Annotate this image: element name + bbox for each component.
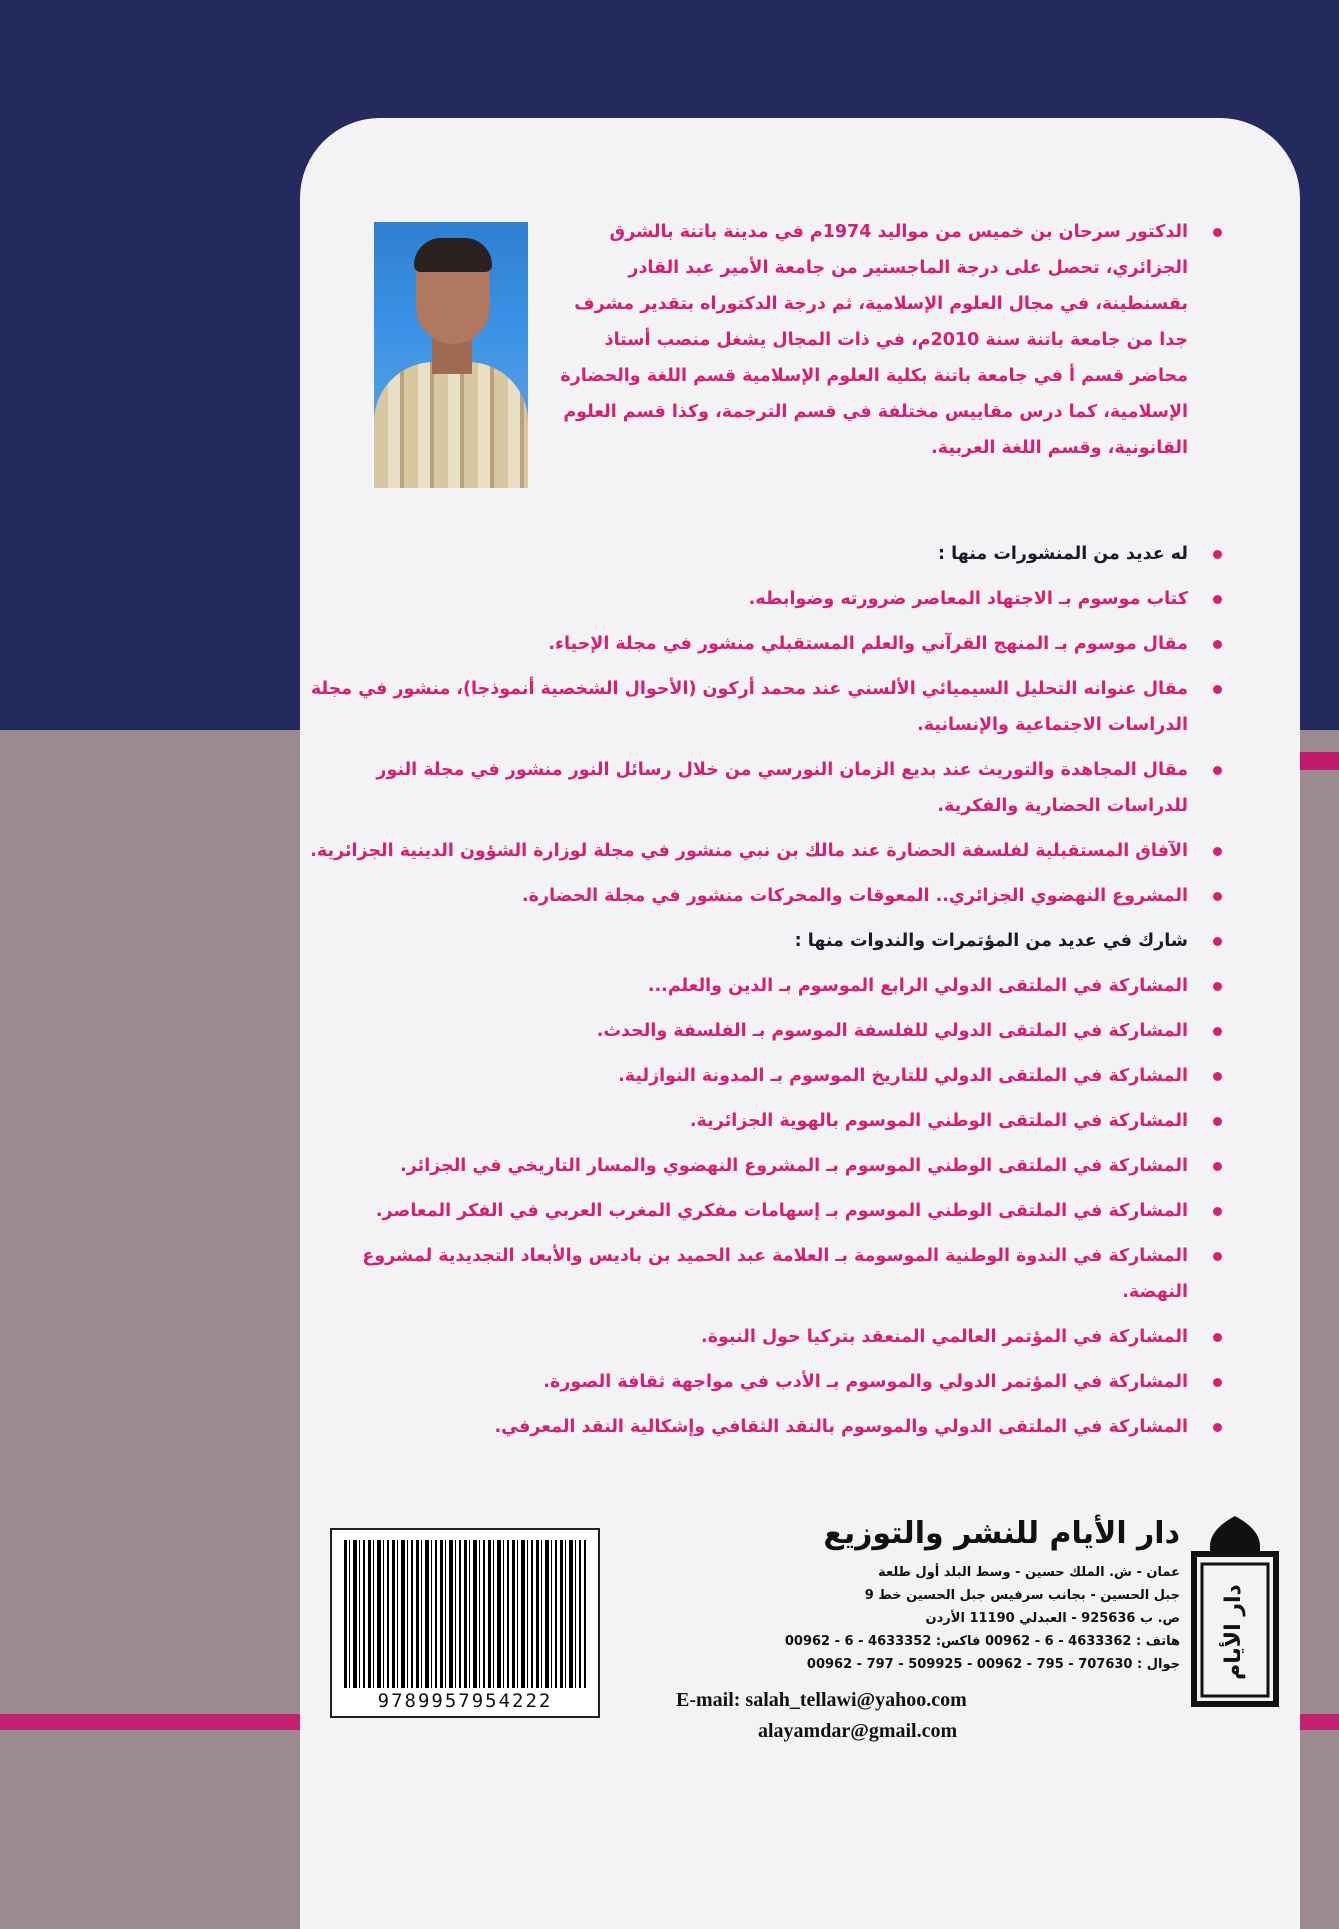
author-portrait-hair: [414, 238, 492, 272]
bullet-icon: [1213, 766, 1222, 775]
bullet-icon: [1213, 847, 1222, 856]
publisher-phone: هاتف : 4633362 - 6 - 00962 فاكس: 4633352 - 6 - 00962: [784, 1634, 1180, 1649]
conference-item: المشاركة في الملتقى الدولي للفلسفة الموسوم بـ الفلسفة والحدث.: [300, 1013, 1228, 1049]
publication-item: كتاب موسوم بـ الاجتهاد المعاصر ضرورته وضوابطه.: [300, 581, 1228, 617]
publisher-pobox: ص. ب 925636 - العبدلي 11190 الأردن: [925, 1611, 1180, 1626]
publications-heading: له عديد من المنشورات منها :: [300, 536, 1228, 572]
conference-item: المشاركة في الملتقى الدولي والموسوم بالنقد الثقافي وإشكالية النقد المعرفي.: [300, 1409, 1228, 1445]
barcode-bars: [344, 1540, 586, 1688]
publication-item: مقال موسوم بـ المنهج القرآني والعلم المستقبلي منشور في مجلة الإحياء.: [300, 626, 1228, 662]
bio-intro: الدكتور سرحان بن خميس من مواليد 1974م في مدينة باتنة بالشرق الجزائري، تحصل على درجة الماجستير من جامعة الأمير عبد القادر بقسنطينة، في مجال العلوم الإسلامية، ثم درجة الدكتوراه بتقدير مشرف جدا من جامعة باتنة سنة 2010م، في ذات المجال يشغل منصب أستاذ محاضر قسم أ في جامعة باتنة بكلية العلوم الإسلامية قسم اللغة والحضارة الإسلامية، كما درس مقاييس مختلفة في قسم الترجمة، وكذا قسم العلوم القانونية، وقسم اللغة العربية.: [548, 214, 1228, 466]
author-photo: [374, 222, 528, 488]
publisher-address-1: عمان - ش. الملك حسين - وسط البلد أول طلعة: [878, 1565, 1180, 1580]
publisher-logo-text: دار الأيام: [1221, 1584, 1246, 1680]
bullet-icon: [1213, 550, 1222, 559]
publisher-address-2: جبل الحسين - بجانب سرفيس جبل الحسين خط 9: [864, 1588, 1180, 1603]
bullet-icon: [1213, 1423, 1222, 1432]
bullet-icon: [1213, 1378, 1222, 1387]
bullet-icon: [1213, 1072, 1222, 1081]
bullet-icon: [1213, 1027, 1222, 1036]
publication-item: مقال المجاهدة والتوريث عند بديع الزمان النورسي من خلال رسائل النور منشور في مجلة النور للدراسات الحضارية والفكرية.: [300, 752, 1228, 824]
isbn-barcode: [330, 1528, 600, 1718]
conference-item: المشاركة في المؤتمر الدولي والموسوم بـ الأدب في مواجهة ثقافة الصورة.: [300, 1364, 1228, 1400]
publisher-mobile: جوال : 707630 - 795 - 00962 - 509925 - 797 - 00962: [806, 1657, 1180, 1672]
conference-item: المشاركة في الملتقى الوطني الموسوم بالهوية الجزائرية.: [300, 1103, 1228, 1139]
publication-item: مقال عنوانه التحليل السيميائي الألسني عند محمد أركون (الأحوال الشخصية أنموذجا)، منشور في مجلة الدراسات الاجتماعية والإنسانية.: [300, 671, 1228, 743]
publisher-email-2: alayamdar@gmail.com: [758, 1720, 958, 1742]
publication-item: المشروع النهضوي الجزائري.. المعوقات والمحركات منشور في مجلة الحضارة.: [300, 878, 1228, 914]
conference-item: المشاركة في الملتقى الدولي للتاريخ الموسوم بـ المدونة النوازلية.: [300, 1058, 1228, 1094]
bullet-icon: [1213, 228, 1222, 237]
pink-accent-stripe: [1299, 752, 1339, 770]
conference-item: المشاركة في الندوة الوطنية الموسومة بـ العلامة عبد الحميد بن باديس والأبعاد التجديدية لمشروع النهضة.: [300, 1238, 1228, 1310]
publisher-logo-icon: [1180, 1512, 1290, 1712]
bio-intro-list: [548, 214, 1228, 475]
bullet-icon: [1213, 685, 1222, 694]
bullet-icon: [1213, 1252, 1222, 1261]
bullet-icon: [1213, 1162, 1222, 1171]
conference-item: المشاركة في المؤتمر العالمي المنعقد بتركيا حول النبوة.: [300, 1319, 1228, 1355]
publication-item: الآفاق المستقبلية لفلسفة الحضارة عند مالك بن نبي منشور في مجلة لوزارة الشؤون الدينية الجزائرية.: [300, 833, 1228, 869]
bullet-icon: [1213, 982, 1222, 991]
bullet-icon: [1213, 1333, 1222, 1342]
bullet-icon: [1213, 1117, 1222, 1126]
bullet-icon: [1213, 892, 1222, 901]
bullet-icon: [1213, 1207, 1222, 1216]
bullet-icon: [1213, 640, 1222, 649]
isbn-digits: 9789957954222: [377, 1690, 553, 1712]
conference-item: المشاركة في الملتقى الدولي الرابع الموسوم بـ الدين والعلم...: [300, 968, 1228, 1004]
author-portrait-shirt: [374, 362, 528, 488]
conference-item: المشاركة في الملتقى الوطني الموسوم بـ المشروع النهضوي والمسار التاريخي في الجزائر.: [300, 1148, 1228, 1184]
bullet-icon: [1213, 937, 1222, 946]
publisher-info: [620, 1516, 1180, 1676]
conferences-heading: شارك في عديد من المؤتمرات والندوات منها :: [300, 923, 1228, 959]
conference-item: المشاركة في الملتقى الوطني الموسوم بـ إسهامات مفكري المغرب العربي في الفكر المعاصر.: [300, 1193, 1228, 1229]
bullet-icon: [1213, 595, 1222, 604]
publisher-name: دار الأيام للنشر والتوزيع: [823, 1516, 1180, 1551]
bio-details-list: [300, 536, 1228, 1454]
publisher-email: E-mail: salah_tellawi@yahoo.com: [676, 1689, 967, 1711]
